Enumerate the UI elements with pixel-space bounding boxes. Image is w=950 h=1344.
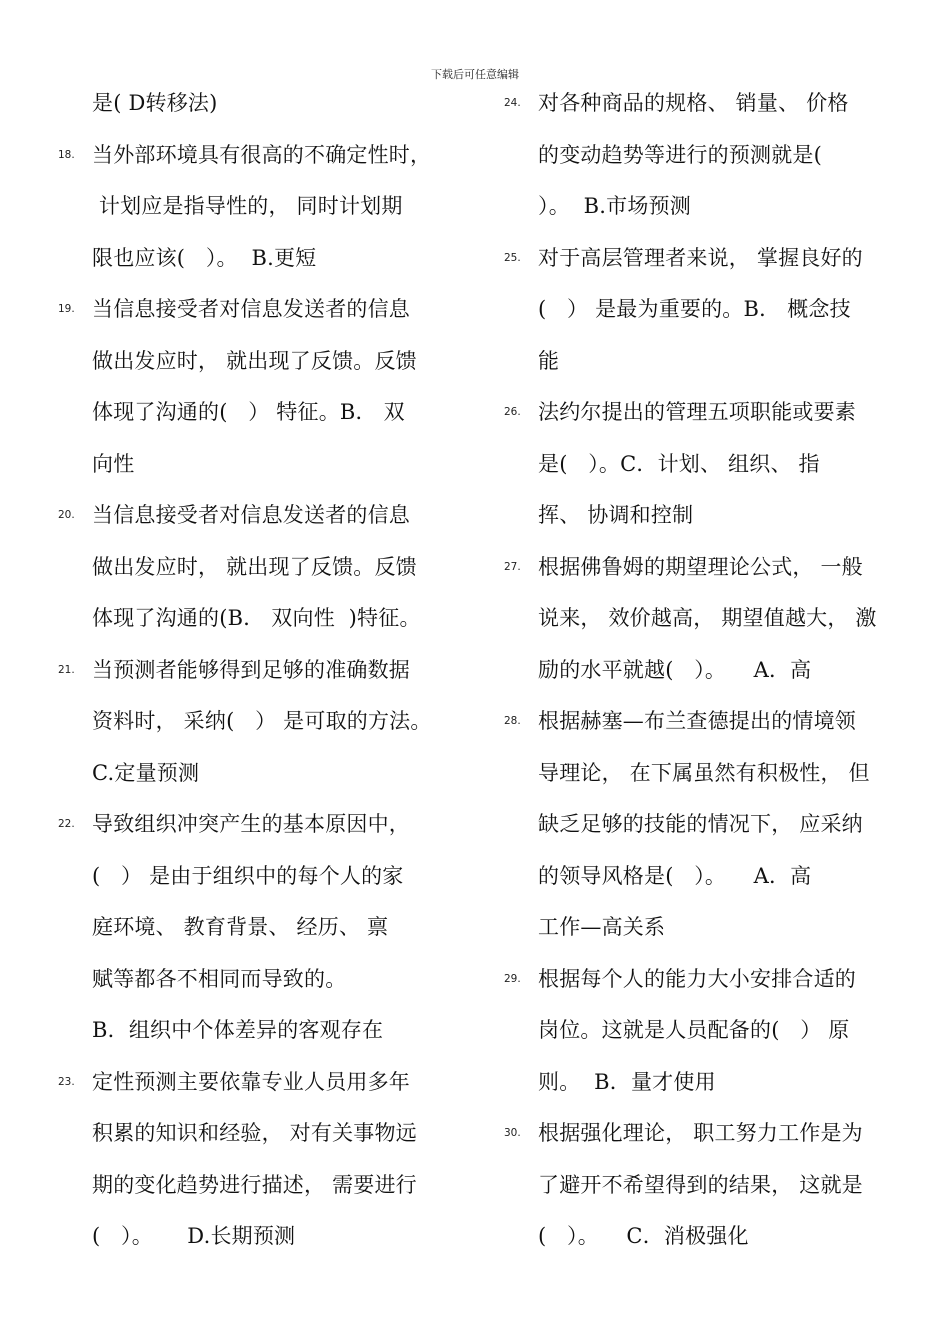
question-text-line: 向性 bbox=[92, 451, 135, 476]
question-number: 30. bbox=[504, 1127, 521, 1139]
question-text-line: 期的变化趋势进行描述， 需要进行 bbox=[92, 1172, 417, 1197]
question-text-line: 则。 B．量才使用 bbox=[538, 1069, 716, 1094]
question-text-line: B．组织中个体差异的客观存在 bbox=[92, 1018, 384, 1042]
question-number: 22. bbox=[58, 818, 75, 830]
question-text-line: 庭环境、 教育背景、 经历、 禀 bbox=[92, 915, 389, 939]
question-text-line: 的领导风格是( ）。 A．高 bbox=[538, 863, 812, 888]
question-text-line: 是( D转移法) bbox=[92, 91, 218, 115]
question-text-line: ）。 B.市场预测 bbox=[538, 194, 691, 218]
question-text-line: 根据强化理论， 职工努力工作是为 bbox=[538, 1121, 863, 1145]
question-number: 25. bbox=[504, 251, 521, 264]
question-number: 18. bbox=[58, 148, 75, 161]
question-number: 26. bbox=[504, 406, 521, 418]
question-text-line: 当预测者能够得到足够的准确数据 bbox=[92, 657, 410, 682]
question-text-line: 赋等都各不相同而导致的。 bbox=[92, 966, 347, 991]
question-text-line: 做出发应时， 就出现了反馈。反馈 bbox=[92, 348, 417, 373]
question-text-line: 是( ）。C．计划、 组织、 指 bbox=[538, 451, 820, 476]
question-text-line: 缺乏足够的技能的情况下， 应采纳 bbox=[538, 812, 863, 836]
question-number: 24. bbox=[504, 97, 521, 109]
question-text-line: 根据赫塞—布兰查德提出的情境领 bbox=[538, 709, 856, 733]
question-number: 28. bbox=[504, 715, 521, 727]
question-number: 20. bbox=[58, 509, 75, 521]
question-text-line: C.定量预测 bbox=[92, 760, 200, 785]
question-text-line: 说来， 效价越高， 期望值越大， 激 bbox=[538, 606, 877, 630]
question-item bbox=[504, 542, 889, 697]
question-item bbox=[504, 954, 889, 1109]
question-text-line: 资料时， 采纳( ） 是可取的方法。 bbox=[92, 709, 432, 733]
question-text-line: 根据佛鲁姆的期望理论公式， 一般 bbox=[538, 554, 863, 579]
question-text-line: ( ）。 C．消极强化 bbox=[538, 1224, 749, 1248]
question-text-line: 法约尔提出的管理五项职能或要素 bbox=[538, 400, 856, 424]
question-item bbox=[504, 387, 889, 542]
question-number: 27. bbox=[504, 560, 521, 573]
question-text-line: 当信息接受者对信息发送者的信息 bbox=[92, 503, 410, 527]
question-number: 19. bbox=[58, 303, 75, 315]
question-text-line: 根据每个人的能力大小安排合适的 bbox=[538, 966, 856, 991]
question-text-line: 限也应该( ）。 B.更短 bbox=[92, 245, 317, 270]
question-text-line: ( ） 是最为重要的。B． 概念技 bbox=[538, 297, 851, 321]
question-item bbox=[58, 645, 458, 800]
question-item bbox=[504, 78, 889, 233]
question-item bbox=[58, 490, 458, 645]
question-item bbox=[58, 799, 458, 1057]
question-item bbox=[504, 1108, 889, 1263]
question-text-line: 对于高层管理者来说， 掌握良好的 bbox=[538, 245, 863, 270]
question-number: 21. bbox=[58, 663, 75, 676]
question-text-line: ( ） 是由于组织中的每个人的家 bbox=[92, 863, 404, 888]
question-item bbox=[504, 696, 889, 954]
question-text-line: 计划应是指导性的， 同时计划期 bbox=[92, 194, 403, 218]
question-item bbox=[58, 130, 458, 285]
page-header: 下载后可任意编辑 bbox=[431, 68, 519, 81]
question-text-line: 工作—高关系 bbox=[538, 915, 666, 939]
question-text-line: 能 bbox=[538, 348, 560, 373]
question-text-line: 积累的知识和经验， 对有关事物远 bbox=[92, 1121, 417, 1145]
question-item bbox=[58, 78, 458, 130]
question-text-line: 岗位。这就是人员配备的( ） 原 bbox=[538, 1018, 850, 1042]
question-text-line: 体现了沟通的( ） 特征。B． 双 bbox=[92, 400, 405, 424]
question-number: 23. bbox=[58, 1075, 75, 1088]
question-text-line: 励的水平就越( ）。 A．高 bbox=[538, 657, 812, 682]
right-column bbox=[504, 78, 889, 1263]
question-text-line: 挥、 协调和控制 bbox=[538, 503, 694, 527]
question-item bbox=[58, 1057, 458, 1263]
left-column bbox=[58, 78, 458, 1263]
question-text-line: 导理论， 在下属虽然有积极性， 但 bbox=[538, 760, 870, 785]
question-text-line: 定性预测主要依靠专业人员用多年 bbox=[92, 1069, 410, 1094]
question-text-line: 了避开不希望得到的结果， 这就是 bbox=[538, 1172, 863, 1197]
question-text-line: 的变动趋势等进行的预测就是( bbox=[538, 142, 822, 167]
question-number: 29. bbox=[504, 972, 521, 985]
question-item bbox=[58, 284, 458, 490]
question-text-line: 当信息接受者对信息发送者的信息 bbox=[92, 297, 410, 321]
question-item bbox=[504, 233, 889, 388]
question-text-line: ( ）。 D.长期预测 bbox=[92, 1224, 296, 1248]
question-text-line: 对各种商品的规格、 销量、 价格 bbox=[538, 91, 849, 115]
question-text-line: 体现了沟通的(B． 双向性 )特征。 bbox=[92, 606, 421, 630]
question-text-line: 当外部环境具有很高的不确定性时， bbox=[92, 142, 432, 167]
question-text-line: 做出发应时， 就出现了反馈。反馈 bbox=[92, 554, 417, 579]
question-text-line: 导致组织冲突产生的基本原因中， bbox=[92, 812, 410, 836]
